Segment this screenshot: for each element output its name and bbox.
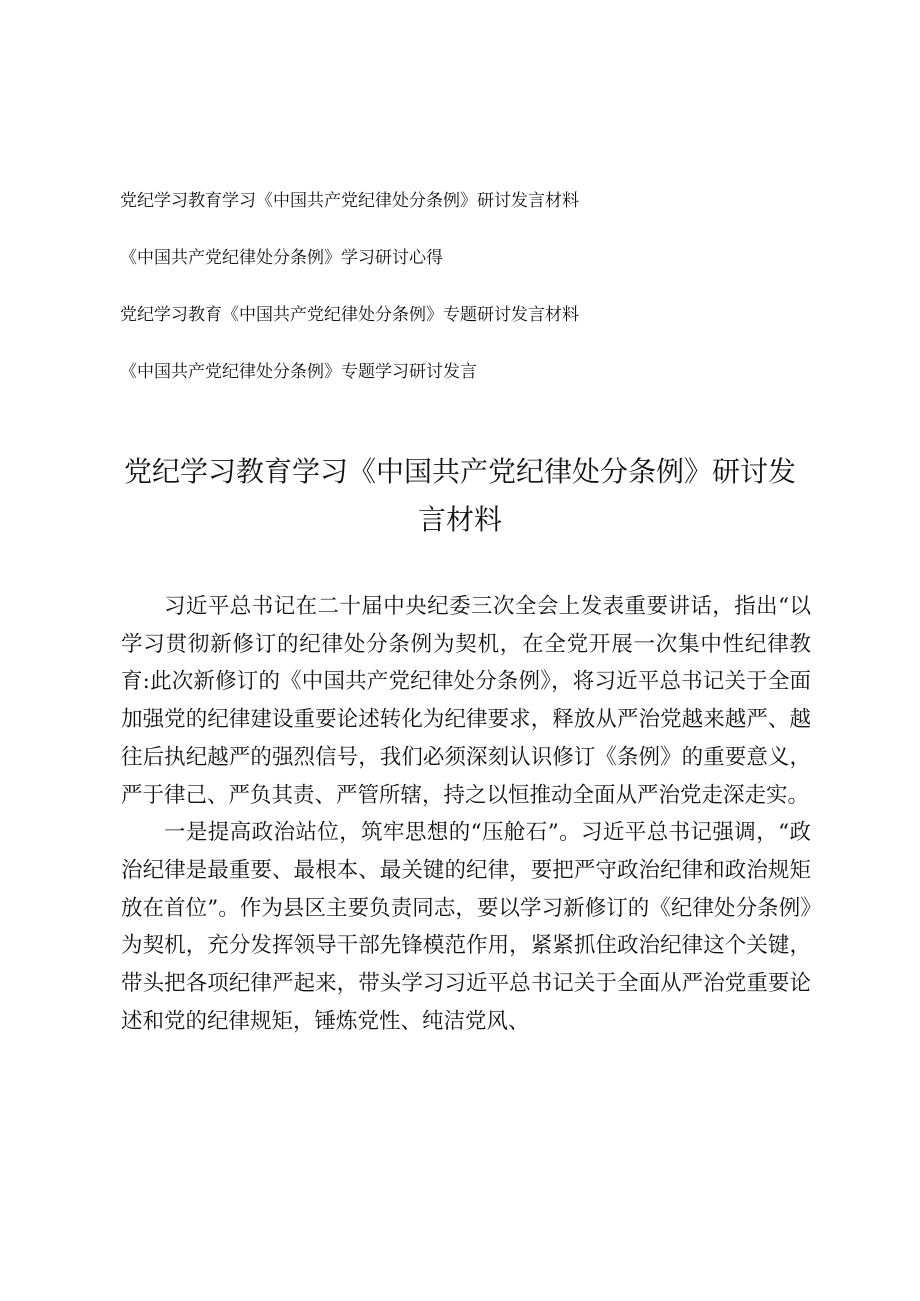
toc-item: 《中国共产党纪律处分条例》学习研讨心得 (120, 248, 443, 268)
table-of-contents (120, 187, 820, 415)
toc-item: 《中国共产党纪律处分条例》专题学习研讨发言 (120, 362, 477, 382)
paragraph: 一是提高政治站位，筑牢思想的“压舱石”。习近平总书记强调，“政治纪律是最重要、最根本、最关键的纪律，要把严守政治纪律和政治规矩放在首位”。作为县区主要负责同志，要以学习新修订的《纪律处分条例》为契机，充分发挥领导干部先锋模范作用，紧紧抓住政治纪律这个关键，带头把各项纪律严起来，带头学习习近平总书记关于全面从严治党重要论述和党的纪律规矩，锤炼党性、纯洁党风、 (121, 820, 811, 1034)
paragraph: 习近平总书记在二十届中央纪委三次全会上发表重要讲话，指出“以学习贯彻新修订的纪律处分条例为契机，在全党开展一次集中性纪律教育:此次新修订的《中国共产党纪律处分条例》，将习近平总书记关于全面加强党的纪律建设重要论述转化为纪律要求，释放从严治党越来越严、越往后执纪越严的强烈信号，我们必须深刻认识修订《条例》的重要意义，严于律己、严负其责、严管所辖，持之以恒推动全面从严治党走深走实。 (121, 594, 811, 808)
document-title: 党纪学习教育学习《中国共产党纪律处分条例》研讨发言材料 (123, 455, 796, 536)
toc-item: 党纪学习教育《中国共产党纪律处分条例》专题研讨发言材料 (120, 305, 579, 325)
document-body (121, 588, 811, 1040)
toc-item: 党纪学习教育学习《中国共产党纪律处分条例》研讨发言材料 (120, 191, 579, 211)
